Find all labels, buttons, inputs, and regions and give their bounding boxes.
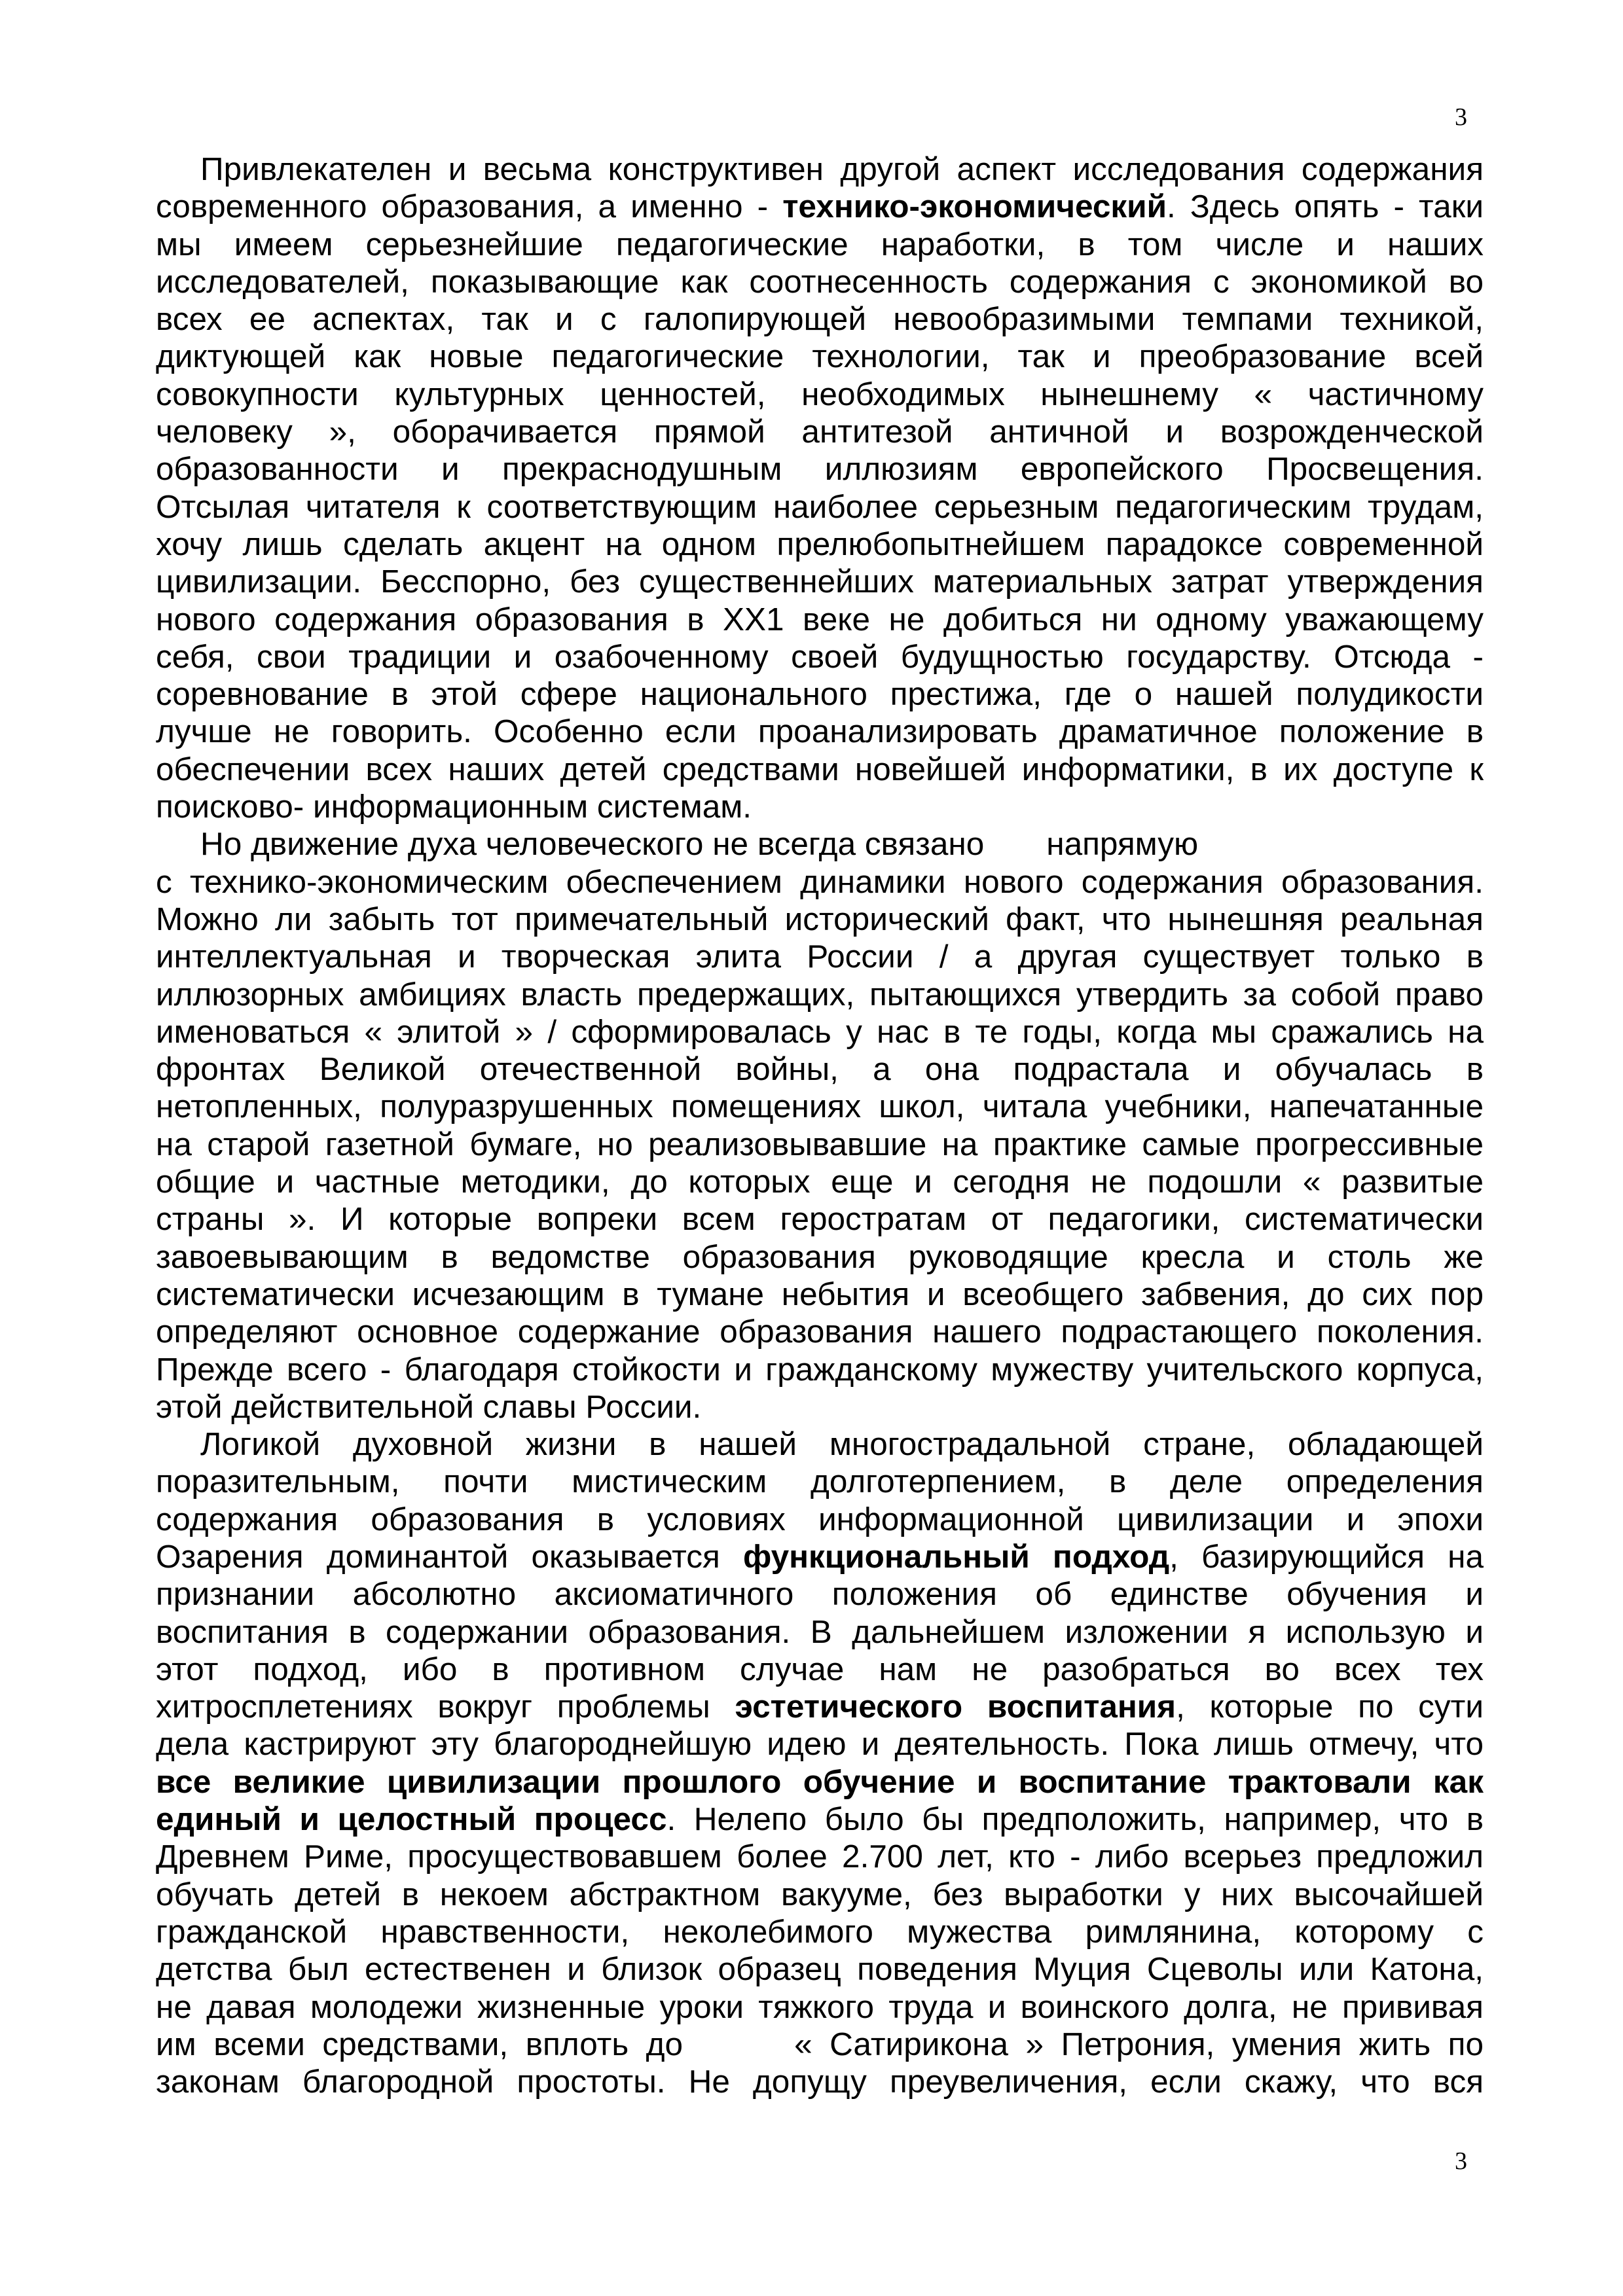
text-segment: напрямую: [1046, 826, 1199, 863]
text-line: [156, 413, 1484, 450]
text-line: [156, 2063, 1484, 2100]
text-segment: лучше не говорить. Особенно если проанализировать драматичное положение в: [156, 713, 1484, 750]
bold-text: технико-экономический: [782, 188, 1167, 225]
text-segment: завоевывающим в ведомстве образования руководящие кресла и столь же: [156, 1238, 1484, 1275]
text-segment: иллюзорных амбициях власть предержащих, пытающихся утвердить за собой право: [156, 976, 1484, 1013]
text-line: [156, 526, 1484, 563]
text-line: [156, 263, 1484, 300]
text-segment: современного образования, а именно -: [156, 188, 783, 225]
text-line: [156, 1876, 1484, 1913]
text-line: [156, 151, 1484, 188]
text-segment: исследователей, показывающие как соотнесенность содержания с экономикой во: [156, 263, 1484, 300]
text-line: [156, 901, 1484, 938]
text-segment: Привлекателен и весьма конструктивен другой аспект исследования содержания: [200, 151, 1484, 187]
text-segment: , базирующийся на: [1169, 1538, 1484, 1575]
text-line: [156, 450, 1484, 488]
text-segment: соревнование в этой сфере национального престижа, где о нашей полудикости: [156, 676, 1484, 713]
text-line: [156, 976, 1484, 1013]
bold-text: эстетического воспитания: [735, 1689, 1176, 1725]
text-segment: признании абсолютно аксиоматичного положения об единстве обучения и: [156, 1576, 1484, 1613]
text-line: [156, 1200, 1484, 1238]
text-segment: Озарения доминантой оказывается: [156, 1538, 743, 1575]
text-segment: Древнем Риме, просуществовавшем более 2.700 лет, кто - либо всерьез предложил: [156, 1839, 1484, 1875]
text-line: [156, 1725, 1484, 1763]
text-segment: себя, свои традиции и озабоченному своей будущностью государству. Отсюда -: [156, 638, 1484, 675]
text-segment: на старой газетной бумаге, но реализовывавшие на практике самые прогрессивные: [156, 1126, 1484, 1162]
text-segment: определяют основное содержание образования нашего подрастающего поколения.: [156, 1314, 1484, 1350]
text-segment: воспитания в содержании образования. В дальнейшем изложении я использую и: [156, 1613, 1484, 1650]
bold-text: функциональный подход: [742, 1538, 1170, 1575]
text-line: [156, 638, 1484, 675]
text-segment: именоваться « элитой » / сформировалась у нас в те годы, когда мы сражались на: [156, 1013, 1484, 1050]
text-segment: поисково- информационным системам.: [156, 789, 752, 825]
text-segment: Прежде всего - благодаря стойкости и гражданскому мужеству учительского корпуса,: [156, 1351, 1484, 1388]
text-line: [156, 1313, 1484, 1350]
text-segment: страны ». И которые вопреки всем геростратам от педагогики, систематически: [156, 1201, 1484, 1238]
text-line: [156, 751, 1484, 788]
text-segment: детства был естественен и близок образец поведения Муция Сцеволы или Катона,: [156, 1951, 1484, 1988]
text-line: [156, 1801, 1484, 1838]
text-line: [156, 1501, 1484, 1538]
text-line: [156, 1651, 1484, 1688]
text-segment: законам благородной простоты. Не допущу преувеличения, если скажу, что вся: [156, 2064, 1484, 2100]
text-line: [156, 1613, 1484, 1651]
text-line: [156, 1688, 1484, 1725]
text-line: [156, 1126, 1484, 1163]
text-segment: Можно ли забыть тот примечательный исторический факт, что нынешняя реальная: [156, 901, 1484, 937]
text-line: [156, 226, 1484, 263]
text-line: [156, 563, 1484, 600]
text-line: [156, 1763, 1484, 1801]
text-segment: обеспечении всех наших детей средствами новейшей информатики, в их доступе к: [156, 751, 1484, 787]
text-segment: цивилизации. Бесспорно, без существеннейших материальных затрат утверждения: [156, 564, 1484, 600]
text-line: [156, 1575, 1484, 1613]
text-line: [156, 1388, 1484, 1426]
text-line: [156, 1838, 1484, 1875]
text-line: [156, 338, 1484, 375]
text-segment: интеллектуальная и творческая элита России / а другая существует только в: [156, 939, 1484, 975]
text-segment: « Сатирикона » Петрония, умения жить по: [794, 2026, 1484, 2062]
text-segment: с технико-экономическим обеспечением динамики нового содержания образования.: [156, 863, 1484, 900]
text-line: [156, 1950, 1484, 1988]
text-segment: совокупности культурных ценностей, необходимых нынешнему « частичному: [156, 376, 1484, 412]
text-line: [156, 488, 1484, 526]
text-segment: фронтах Великой отечественной войны, а она подрастала и обучалась в: [156, 1051, 1484, 1088]
text-segment: человеку », оборачивается прямой антитезой античной и возрожденческой: [156, 414, 1484, 450]
text-segment: систематически исчезающим в тумане небытия и всеобщего забвения, до сих пор: [156, 1276, 1484, 1312]
text-line: [156, 1163, 1484, 1200]
text-segment: этой действительной славы России.: [156, 1388, 702, 1425]
text-segment: , которые по сути: [1176, 1689, 1484, 1725]
text-segment: хочу лишь сделать акцент на одном прелюбопытнейшем парадоксе современной: [156, 526, 1484, 562]
page-number-bottom: 3: [1455, 2147, 1467, 2175]
text-line: [156, 1276, 1484, 1313]
text-segment: Отсылая читателя к соответствующим наиболее серьезным педагогическим трудам,: [156, 488, 1484, 525]
text-segment: мы имеем серьезнейшие педагогические наработки, в том числе и наших: [156, 226, 1484, 262]
text-line: [156, 675, 1484, 713]
text-line: [156, 601, 1484, 638]
text-line: [156, 1426, 1484, 1463]
text-line: [156, 1013, 1484, 1050]
text-segment: диктующей как новые педагогические технологии, так и преобразование всей: [156, 338, 1484, 375]
text-segment: гражданской нравственности, неколебимого мужества римлянина, которому с: [156, 1913, 1484, 1950]
text-segment: общие и частные методики, до которых еще и сегодня не подошли « развитые: [156, 1164, 1484, 1200]
text-line: [156, 1088, 1484, 1125]
text-line: [156, 2026, 1484, 2063]
text-line: [156, 188, 1484, 225]
text-segment: поразительным, почти мистическим долготерпением, в деле определения: [156, 1463, 1484, 1500]
text-segment: этот подход, ибо в противном случае нам не разобраться во всех тех: [156, 1651, 1484, 1687]
text-line: [156, 825, 1484, 863]
document-body: [156, 151, 1484, 2100]
text-line: [156, 300, 1484, 338]
text-segment: обучать детей в некоем абстрактном вакууме, без выработки у них высочайшей: [156, 1876, 1484, 1912]
text-line: [156, 1351, 1484, 1388]
text-line: [156, 938, 1484, 975]
text-line: [156, 788, 1484, 825]
text-line: [156, 713, 1484, 750]
text-segment: образованности и прекраснодушным иллюзиям европейского Просвещения.: [156, 451, 1484, 488]
text-segment: . Здесь опять - таки: [1167, 188, 1484, 225]
text-line: [156, 863, 1484, 901]
text-line: [156, 1463, 1484, 1500]
text-line: [156, 376, 1484, 413]
text-segment: хитросплетениях вокруг проблемы: [156, 1689, 735, 1725]
text-segment: нетопленных, полуразрушенных помещениях школ, читала учебники, напечатанные: [156, 1088, 1484, 1125]
text-line: [156, 1538, 1484, 1575]
text-line: [156, 1050, 1484, 1088]
text-segment: Логикой духовной жизни в нашей многострадальной стране, обладающей: [200, 1426, 1484, 1463]
bold-text: все великие цивилизации прошлого обучение и воспитание трактовали как: [156, 1763, 1484, 1800]
text-line: [156, 1238, 1484, 1276]
text-segment: дела кастрируют эту благороднейшую идею и деятельность. Пока лишь отмечу, что: [156, 1726, 1484, 1763]
text-segment: всех ее аспектах, так и с галопирующей невообразимыми темпами техникой,: [156, 301, 1484, 338]
text-line: [156, 1988, 1484, 2026]
text-segment: Но движение духа человеческого не всегда связано: [200, 826, 985, 863]
page-number-top: 3: [1455, 103, 1467, 131]
text-line: [156, 1913, 1484, 1950]
text-segment: им всеми средствами, вплоть до: [156, 2026, 684, 2062]
text-segment: содержания образования в условиях информационной цивилизации и эпохи: [156, 1501, 1484, 1537]
text-segment: . Нелепо было бы предположить, например, что в: [666, 1801, 1484, 1838]
text-segment: не давая молодежи жизненные уроки тяжкого труда и воинского долга, не прививая: [156, 1988, 1484, 2025]
bold-text: единый и целостный процесс: [156, 1801, 667, 1838]
text-segment: нового содержания образования в ХХ1 веке не добиться ни одному уважающему: [156, 601, 1484, 637]
